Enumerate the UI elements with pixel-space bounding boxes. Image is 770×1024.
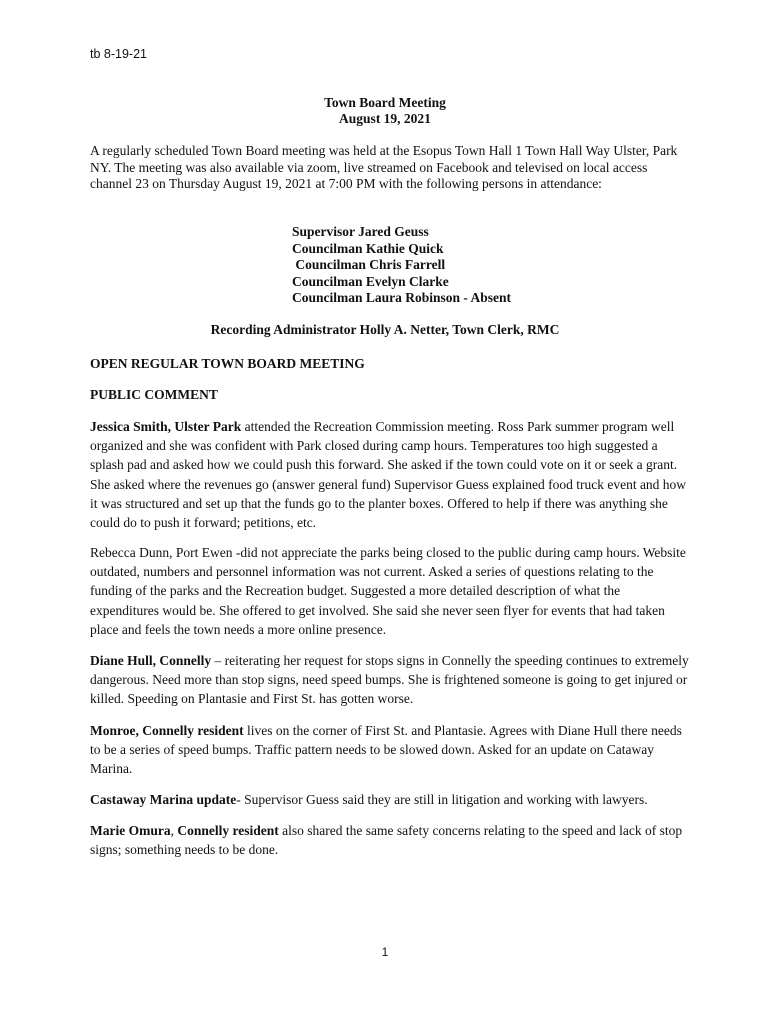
intro-paragraph: A regularly scheduled Town Board meeting was held at the Esopus Town Hall 1 Town Hall Way Ulster, Park NY. The meeting was also available via zoom, live streamed on Facebook and televised on local access channel 23 on Thursday August 19, 2021 at 7:00 PM with the following persons in attendance: — [90, 143, 678, 191]
attendee: Councilman Chris Farrell — [292, 257, 446, 272]
comment-separator: , — [170, 823, 178, 838]
attendee-list — [292, 224, 511, 307]
attendee: Supervisor Jared Geuss — [292, 224, 429, 239]
comment-text: also shared the same safety concerns relating to the speed and lack of stop signs; something needs to be done. — [90, 823, 683, 858]
section-heading-public-comment: PUBLIC COMMENT — [90, 387, 218, 402]
comment-paragraph — [90, 417, 690, 532]
comment-speaker: Monroe, Connelly resident — [90, 723, 244, 738]
page-number: 1 — [381, 945, 389, 959]
document-date: August 19, 2021 — [339, 111, 431, 126]
comment-text: lives on the corner of First St. and Plantasie. Agrees with Diane Hull there needs to be a series of speed bumps. Traffic pattern needs to be slowed down. Asked for an update on Cataway Marina. — [90, 723, 682, 777]
document-header-code: tb 8-19-21 — [90, 47, 147, 61]
attendee: Councilman Kathie Quick — [292, 240, 444, 256]
comment-speaker: Diane Hull, Connelly — [90, 653, 212, 668]
comment-paragraph — [90, 721, 690, 779]
comment-text: attended the Recreation Commission meeting. Ross Park summer program well organized and she was confident with Park closed during camp hours. Temperatures too high suggested a splash pad and asked how we could push this forward. She asked if the town could vote on it or seek a grant. She asked where the revenues go (answer general fund) Supervisor Guess explained food truck event and how it was structured and set up that the funds go to the planter boxes. Offered to help if there was anything she could do to push it forward; petitions, etc. — [90, 419, 687, 531]
comment-text: Rebecca Dunn, Port Ewen -did not appreciate the parks being closed to the public during camp hours. Website outdated, numbers and personnel information was not current. Asked a series of questions relating to the funding of the parks and the Recreation budget. Suggested a more detailed description of what the expenditures would be. She offered to get involved. She said she never seen flyer for events that had taken place and feels the town needs a more online presence. — [90, 545, 686, 637]
comment-speaker: Marie Omura — [90, 823, 171, 838]
attendee: Councilman Evelyn Clarke — [292, 273, 449, 289]
recording-administrator: Recording Administrator Holly A. Netter, Town Clerk, RMC — [210, 322, 560, 337]
comment-paragraph — [90, 790, 690, 809]
attendee: Councilman Laura Robinson - Absent — [292, 290, 512, 305]
comment-text: – reiterating her request for stops signs in Connelly the speeding continues to extremely dangerous. Need more than stop signs, need speed bumps. She is frightened someone is going to get injured or killed. Speeding on Plantasie and First St. has gotten worse. — [90, 653, 689, 707]
comment-speaker: Castaway Marina update — [90, 792, 237, 807]
comment-paragraph — [90, 651, 690, 709]
comment-paragraph — [90, 821, 690, 859]
document-title: Town Board Meeting — [324, 95, 446, 110]
comment-speaker-2: Connelly resident — [177, 823, 279, 838]
comment-text: - Supervisor Guess said they are still in litigation and working with lawyers. — [236, 792, 648, 807]
comment-paragraph — [90, 543, 690, 639]
section-heading-open-meeting: OPEN REGULAR TOWN BOARD MEETING — [90, 356, 365, 371]
comment-speaker: Jessica Smith, Ulster Park — [90, 419, 242, 434]
